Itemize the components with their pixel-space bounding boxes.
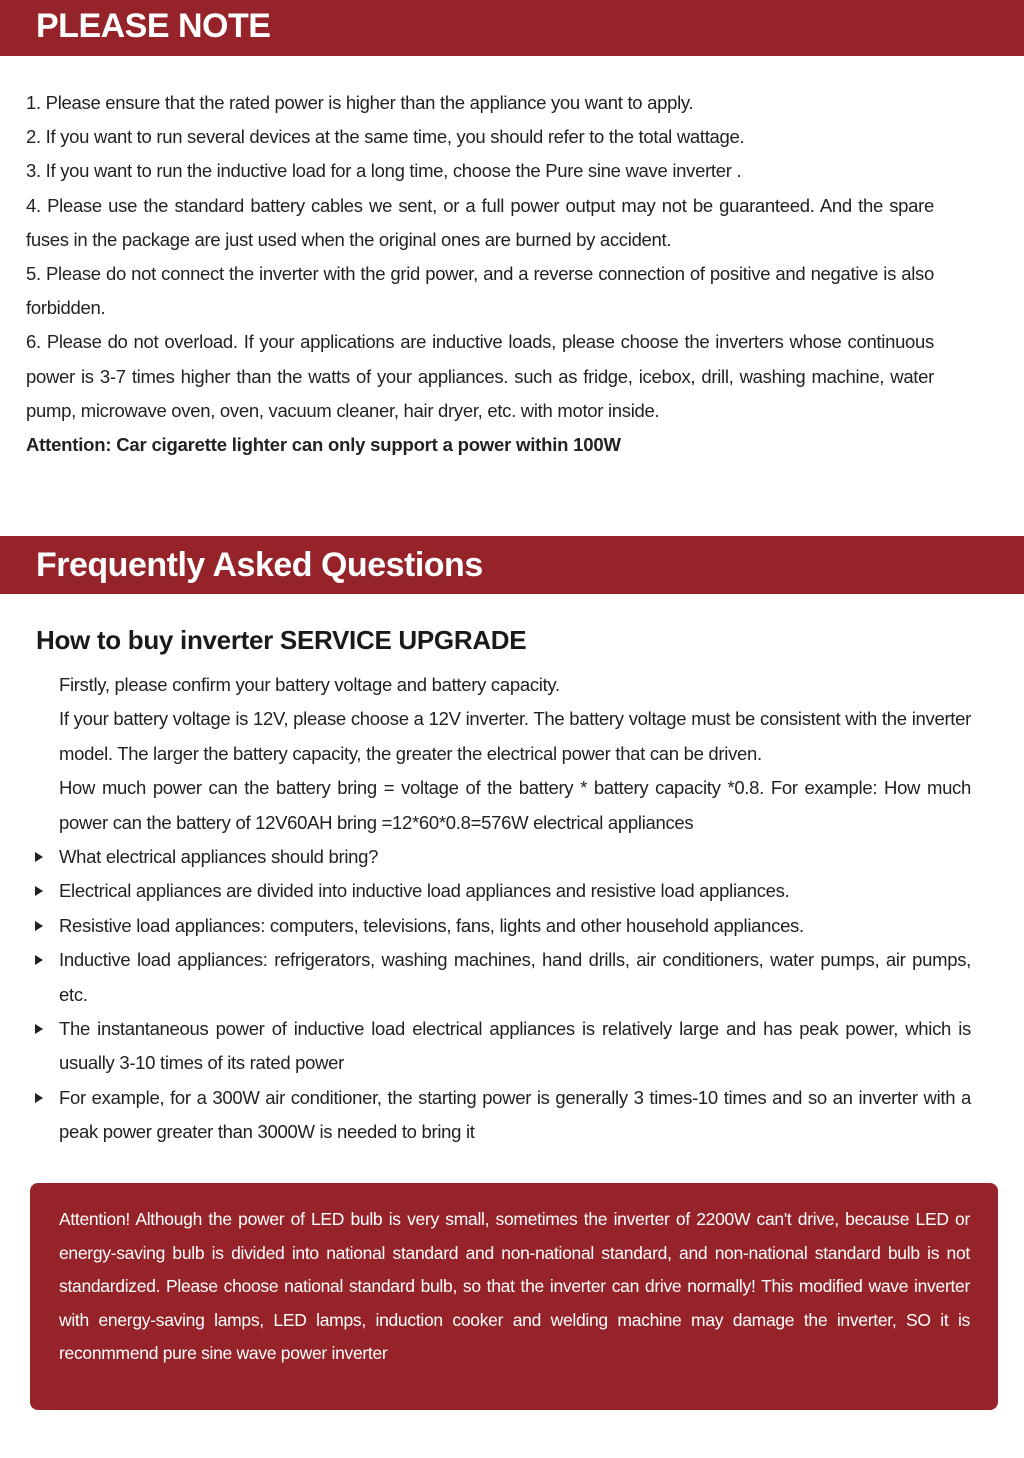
faq-bullet-list (59, 840, 971, 1150)
faq-bullet-text: Resistive load appliances: computers, televisions, fans, lights and other household appliances. (59, 914, 804, 936)
faq-bullet-text: Inductive load appliances: refrigerators, washing machines, hand drills, air conditioners, water pumps, air pumps, etc. (59, 949, 971, 1005)
note-item: 1. Please ensure that the rated power is higher than the appliance you want to apply. (26, 92, 694, 113)
faq-bullet-text: For example, for a 300W air conditioner, the starting power is generally 3 times-10 times and so an inverter with a peak power greater than 3000W is needed to bring it (59, 1086, 971, 1143)
faq-subtitle: How to buy inverter SERVICE UPGRADE (36, 625, 527, 655)
led-attention-box (30, 1183, 998, 1410)
faq-intro-paragraph: How much power can the battery bring = voltage of the battery * battery capacity *0.8. For example: How much power can the battery of 12V60AH bring =12*60*0.8=576W electrical appliances (59, 777, 971, 833)
note-item: 3. If you want to run the inductive load for a long time, choose the Pure sine wave inverter . (26, 160, 742, 182)
please-note-banner (0, 0, 1024, 56)
faq-bullet-item (59, 1081, 971, 1150)
faq-title: Frequently Asked Questions (36, 546, 483, 584)
note-item: 5. Please do not connect the inverter with the grid power, and a reverse connection of positive and negative is also forbidden. (26, 263, 934, 319)
led-attention-text: Attention! Although the power of LED bulb is very small, sometimes the inverter of 2200W can't drive, because LED or energy-saving bulb is divided into national standard and non-national standard, and non-national standard bulb is not standardized. Please choose national standard bulb, so that the inverter can drive normally! This modified wave inverter with energy-saving lamps, LED lamps, induction cooker and welding machine may damage the inverter, SO it is reconmmend pure sine wave power inverter (59, 1209, 970, 1364)
faq-body (59, 668, 971, 1150)
faq-bullet-item (59, 874, 971, 908)
please-note-title: PLEASE NOTE (36, 7, 271, 45)
note-item: 4. Please use the standard battery cables we sent, or a full power output may not be guaranteed. And the spare fuses in the package are just used when the original ones are burned by accident. (26, 194, 934, 250)
triangle-bullet-icon (35, 955, 43, 965)
faq-bullet-item (59, 943, 971, 1012)
note-item: 6. Please do not overload. If your applications are inductive loads, please choose the inverters whose continuous power is 3-7 times higher than the watts of your appliances. such as fridge, icebox, drill, washing machine, water pump, microwave oven, oven, vacuum cleaner, hair dryer, etc. with motor inside. (26, 331, 934, 421)
faq-bullet-text: What electrical appliances should bring? (59, 846, 379, 868)
faq-bullet-text: Electrical appliances are divided into inductive load appliances and resistive load appliances. (59, 880, 790, 902)
triangle-bullet-icon (35, 852, 43, 862)
faq-bullet-item (59, 909, 971, 943)
faq-intro-paragraph: If your battery voltage is 12V, please choose a 12V inverter. The battery voltage must be consistent with the inverter model. The larger the battery capacity, the greater the electrical power that can be driven. (59, 708, 971, 764)
faq-bullet-text: The instantaneous power of inductive load electrical appliances is relatively large and has peak power, which is usually 3-10 times of its rated power (59, 1018, 971, 1074)
lighter-attention-note: Attention: Car cigarette lighter can only support a power within 100W (26, 434, 621, 456)
triangle-bullet-icon (35, 921, 43, 931)
faq-bullet-item (59, 1012, 971, 1081)
faq-intro-paragraph: Firstly, please confirm your battery voltage and battery capacity. (59, 674, 560, 695)
triangle-bullet-icon (35, 886, 43, 896)
note-item: 2. If you want to run several devices at the same time, you should refer to the total wattage. (26, 126, 745, 148)
faq-bullet-item (59, 840, 971, 874)
faq-banner (0, 536, 1024, 594)
please-note-list (26, 86, 934, 462)
triangle-bullet-icon (35, 1093, 43, 1103)
triangle-bullet-icon (35, 1024, 43, 1034)
